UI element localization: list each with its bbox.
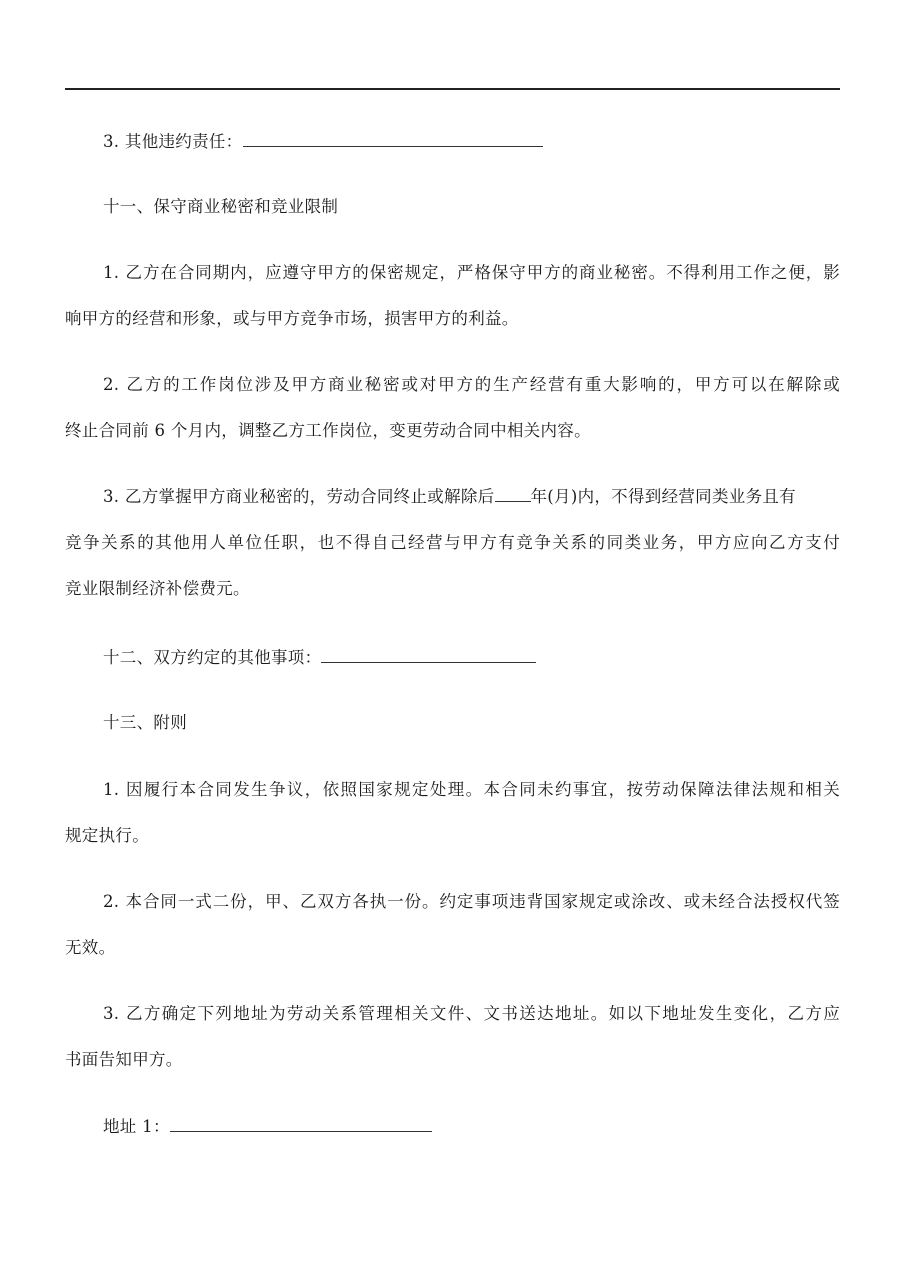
s13-paragraph-2-line-2: 无效。: [65, 938, 116, 957]
header-rule: [65, 88, 840, 90]
other-liability-line: [103, 132, 840, 152]
s11-paragraph-2-line-2: 终止合同前 6 个月内，调整乙方工作岗位，变更劳动合同中相关内容。: [65, 421, 591, 440]
s13-paragraph-3-line-2: 书面告知甲方。: [65, 1050, 183, 1069]
s11-p3-text-b: 年(月)内，不得到经营同类业务且有: [530, 487, 796, 506]
section-11-title: 十一、保守商业秘密和竞业限制: [103, 197, 339, 216]
s11-paragraph-1-line-1: 1. 乙方在合同期内，应遵守甲方的保密规定，严格保守甲方的商业秘密。不得利用工作之便，影: [103, 263, 840, 282]
s13-paragraph-1-line-1: 1. 因履行本合同发生争议，依照国家规定处理。本合同未约事宜，按劳动保障法律法规和相关: [103, 780, 840, 799]
s13-paragraph-1-line-2: 规定执行。: [65, 826, 149, 845]
s13-paragraph-2-line-1: 2. 本合同一式二份，甲、乙双方各执一份。约定事项违背国家规定或涂改、或未经合法授权代签: [103, 892, 840, 911]
s11-paragraph-3-line-3: 竞业限制经济补偿费元。: [65, 579, 250, 598]
address-label: 地址 1：: [103, 1117, 170, 1136]
other-liability-label: 3. 其他违约责任：: [103, 132, 243, 151]
s11-paragraph-3-line-2: 竞争关系的其他用人单位任职，也不得自己经营与甲方有竞争关系的同类业务，甲方应向乙方支付: [65, 533, 840, 552]
other-liability-blank[interactable]: [243, 132, 543, 147]
s13-paragraph-3-line-1: 3. 乙方确定下列地址为劳动关系管理相关文件、文书送达地址。如以下地址发生变化，乙方应: [103, 1004, 840, 1023]
s11-paragraph-1-line-2: 响甲方的经营和形象，或与甲方竞争市场，损害甲方的利益。: [65, 309, 519, 328]
other-matters-blank[interactable]: [321, 648, 536, 663]
section-12-title: 十二、双方约定的其他事项：: [103, 648, 322, 667]
section-12-line: [103, 648, 840, 668]
s11-p3-text-a: 3. 乙方掌握甲方商业秘密的，劳动合同终止或解除后: [103, 487, 495, 506]
section-13-title: 十三、附则: [103, 713, 187, 732]
address-line: [103, 1117, 840, 1137]
address-blank[interactable]: [170, 1117, 432, 1132]
years-blank[interactable]: [495, 487, 531, 502]
s11-paragraph-2-line-1: 2. 乙方的工作岗位涉及甲方商业秘密或对甲方的生产经营有重大影响的，甲方可以在解除或: [103, 375, 840, 394]
s11-paragraph-3-line-1: [103, 487, 840, 507]
